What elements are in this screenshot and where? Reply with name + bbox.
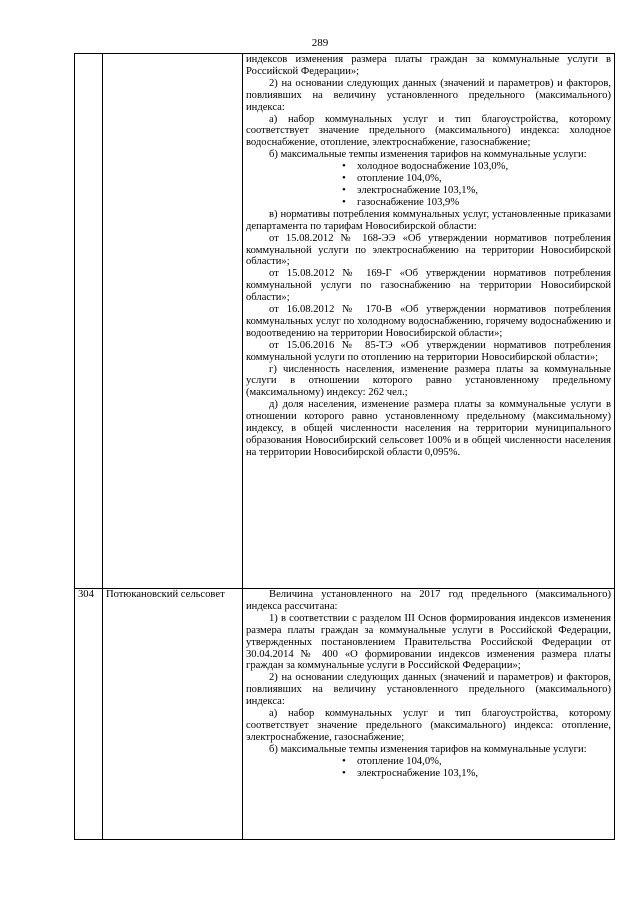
paragraph: д) доля населения, изменение размера платы за коммунальные услуги в отношении которого равно установленному предельному (максимальному) индексу, в общей численности населения на территории муниципального образования Новосибирский сельсовет 100% и в общей численности населения на территории Новосибирской области 0,095%.	[246, 399, 611, 458]
list-item: • отопление 104,0%,	[342, 173, 611, 185]
municipality-name	[103, 54, 243, 589]
table-row	[75, 54, 615, 589]
tariff-list	[246, 756, 611, 780]
paragraph: от 15.08.2012 № 168-ЭЭ «Об утверждении нормативов потребления коммунальной услуги по электроснабжению на территории Новосибирской области»;	[246, 232, 611, 268]
paragraph: б) максимальные темпы изменения тарифов на коммунальные услуги:	[269, 149, 587, 161]
paragraph: Величина установленного на 2017 год предельного (максимального) индекса рассчитана:	[246, 589, 611, 612]
municipality-name: Потюкановский сельсовет	[103, 589, 243, 840]
paragraph: от 15.08.2012 № 169-Г «Об утверждении нормативов потребления коммунальной услуги по газоснабжению на территории Новосибирской области»;	[246, 268, 611, 304]
paragraph: от 16.08.2012 № 170-В «Об утверждении нормативов потребления коммунальных услуг по холодному водоснабжению, горячему водоснабжению и водоотведению на территории Новосибирской области»;	[246, 304, 611, 339]
list-item: • электроснабжение 103,1%,	[342, 768, 611, 780]
paragraph: б) максимальные темпы изменения тарифов на коммунальные услуги:	[269, 743, 587, 755]
row-number: 304	[75, 589, 103, 840]
paragraph: в) нормативы потребления коммунальных услуг, установленные приказами департамента по тарифам Новосибирской области:	[246, 208, 611, 232]
tariff-list	[246, 161, 611, 209]
table-row	[75, 589, 615, 840]
paragraph: 1) в соответствии с разделом III Основ формирования индексов изменения размера платы граждан за коммунальные услуги в Российской Федерации, утвержденных постановлением Правительства Российской Федерации от 30.04.2014 № 400 «О формировании индексов изменения размера платы граждан за коммунальные услуги в Российской Федерации»;	[246, 612, 611, 672]
paragraph: индексов изменения размера платы граждан за коммунальные услуги в Российской Федерации»;	[246, 54, 611, 77]
list-item: • электроснабжение 103,1%,	[342, 185, 611, 197]
paragraph: 2) на основании следующих данных (значений и параметров) и факторов, повлиявших на величину установленного предельного (максимального) индекса:	[246, 672, 611, 708]
paragraph: а) набор коммунальных услуг и тип благоустройства, которому соответствует значение предельного (максимального) индекса: отопление, электроснабжение, газоснабжение;	[246, 708, 611, 743]
paragraph: г) численность населения, изменение размера платы за коммунальные услуги в отношении которого равно установленному предельному (максимальному) индексу: 262 чел.;	[246, 363, 611, 399]
paragraph: от 15.06.2016 № 85-ТЭ «Об утверждении нормативов потребления коммунальной услуги по отоплению на территории Новосибирской области»;	[246, 339, 611, 363]
list-item: • холодное водоснабжение 103,0%,	[342, 161, 611, 173]
list-item: • газоснабжение 103,9%	[342, 197, 611, 209]
paragraph: 2) на основании следующих данных (значений и параметров) и факторов, повлиявших на величину установленного предельного (максимального) индекса:	[246, 77, 611, 113]
row-number	[75, 54, 103, 589]
list-item: • отопление 104,0%,	[342, 756, 611, 768]
row-description	[243, 54, 615, 589]
document-table	[74, 53, 615, 840]
row-description	[243, 589, 615, 840]
paragraph: а) набор коммунальных услуг и тип благоустройства, которому соответствует значение предельного (максимального) индекса: холодное водоснабжение, отопление, электроснабжение, газоснабжение;	[246, 113, 611, 149]
page-number: 289	[311, 37, 329, 49]
